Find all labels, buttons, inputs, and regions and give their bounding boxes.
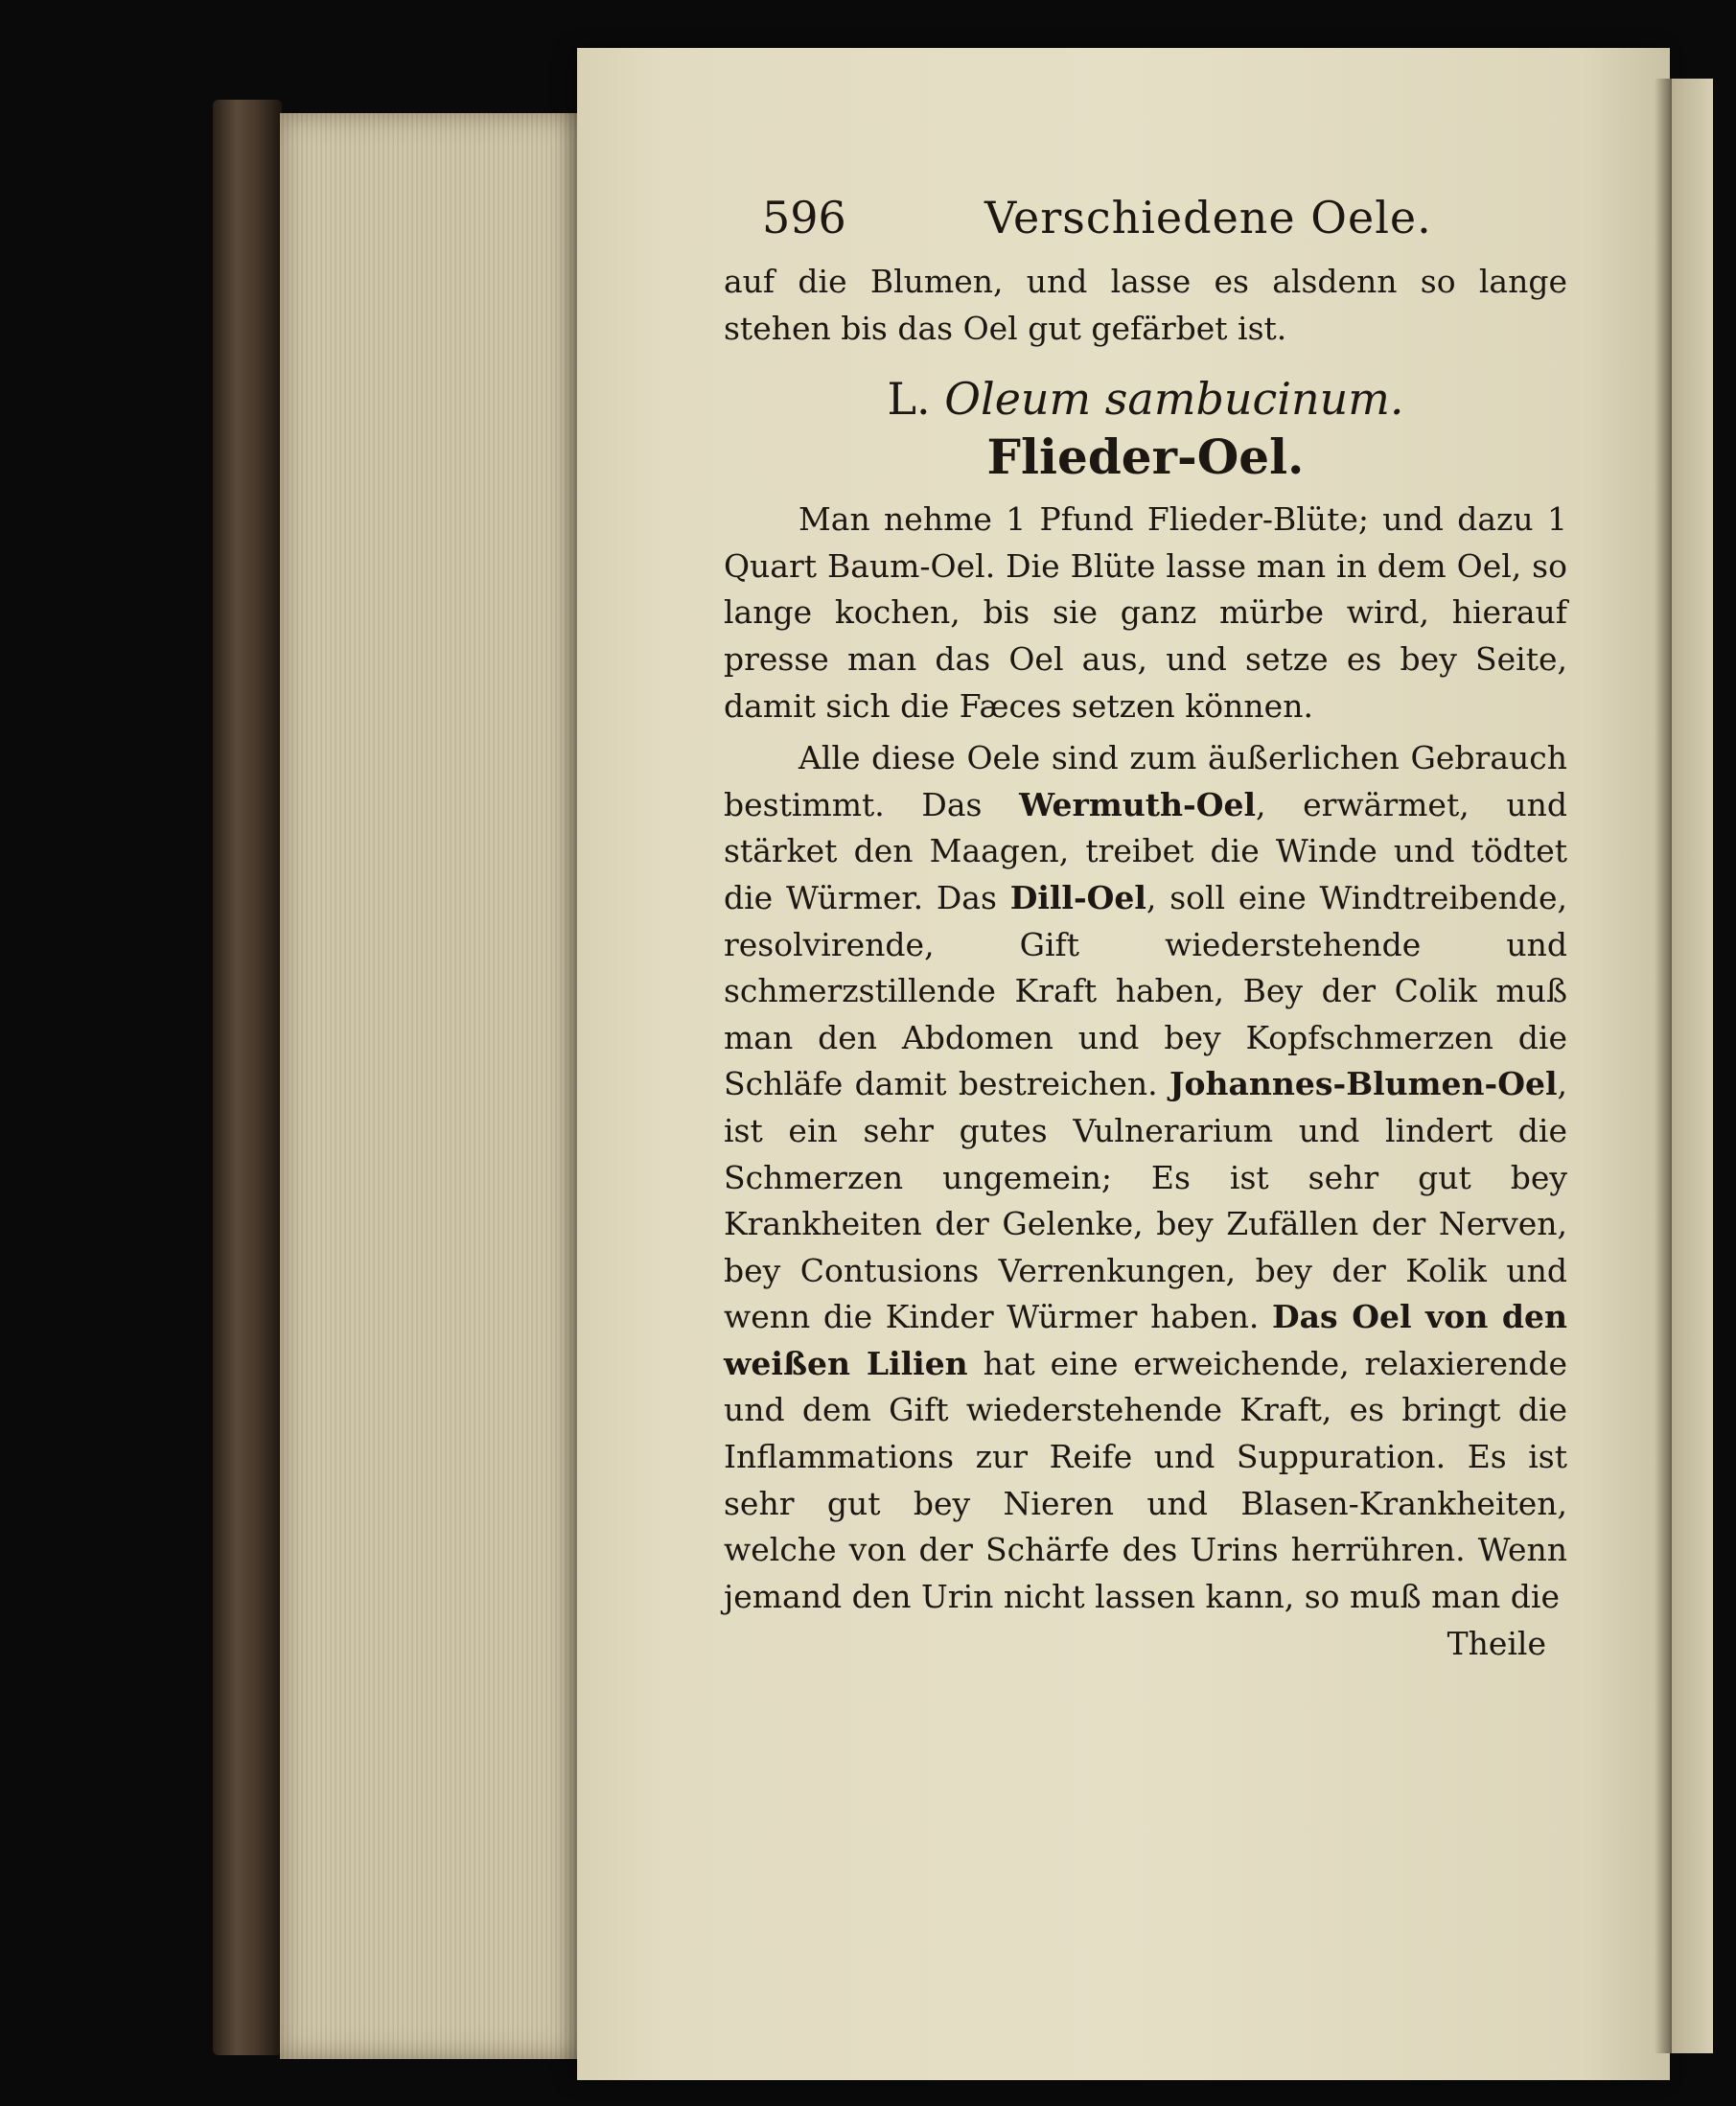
catchword: Theile [1447,1625,1546,1663]
section-heading [724,373,1567,425]
term-dill-oel: Dill-Oel [1009,878,1146,916]
page-number: 596 [762,192,846,243]
section-german-title: Flieder-Oel. [986,428,1305,486]
term-lilien-oel: Das Oel von den weißen Lilien [724,1298,1567,1382]
term-johannes-blumen-oel: Johannes-Blumen-Oel [1169,1065,1558,1103]
page-edges [280,113,577,2059]
text-run: Alle diese Oele sind zum äußerlichen Gebrauch bestimmt. Das [724,739,1567,823]
running-title: Verschiedene Oele. [984,192,1432,243]
uses-paragraph [724,735,1567,1620]
term-wermuth-oel: Wermuth-Oel [1019,785,1256,823]
recipe-paragraph: Man nehme 1 Pfund Flieder-Blüte; und dazu 1 Quart Baum-Oel. Die Blüte lasse man in dem Oel, so lange kochen, bis sie ganz mürbe wird, hierauf presse man das Oel aus, und setze es bey Seite, damit sich die Fæces setzen können. [724,500,1567,725]
text-run: , ist ein sehr gutes Vulnerarium und lindert die Schmerzen ungemein; Es ist sehr gut bey Krankheiten der Gelenke, bey Zufällen der Nerven, bey Contusions Verrenkungen, bey der Kolik und wenn die Kinder Würmer haben. [724,1065,1567,1336]
page-gutter-shadow [1655,79,1672,2053]
text-run: , soll eine Windtreibende, resolvirende, Gift wiederstehende und schmerzstillende Kraft haben, Bey der Colik muß man den Abdomen und bey Kopfschmerzen die Schläfe damit bestreichen. [724,878,1567,1103]
book-spine [213,100,282,2055]
facing-page-edge [1670,79,1713,2053]
section-numeral: L. [887,373,931,426]
text-run: , erwärmet, und stärket den Maagen, treibet die Winde und tödtet die Würmer. Das [724,785,1567,916]
page-text [724,192,1567,1668]
continuation-paragraph: auf die Blumen, und lasse es alsdenn so lange stehen bis das Oel gut gefärbet ist. [724,263,1567,347]
section-latin-title: Oleum sambucinum. [944,373,1404,426]
text-run: hat eine erweichende, relaxierende und dem Gift wiederstehende Kraft, es bringt die Inflammations zur Reife und Suppuration. Es ist sehr gut bey Nieren und Blasen-Krankheiten, welche von der Schärfe des Urins herrühren. Wenn jemand den Urin nicht lassen kann, so muß man die [724,1344,1567,1615]
page-header [724,192,1567,259]
